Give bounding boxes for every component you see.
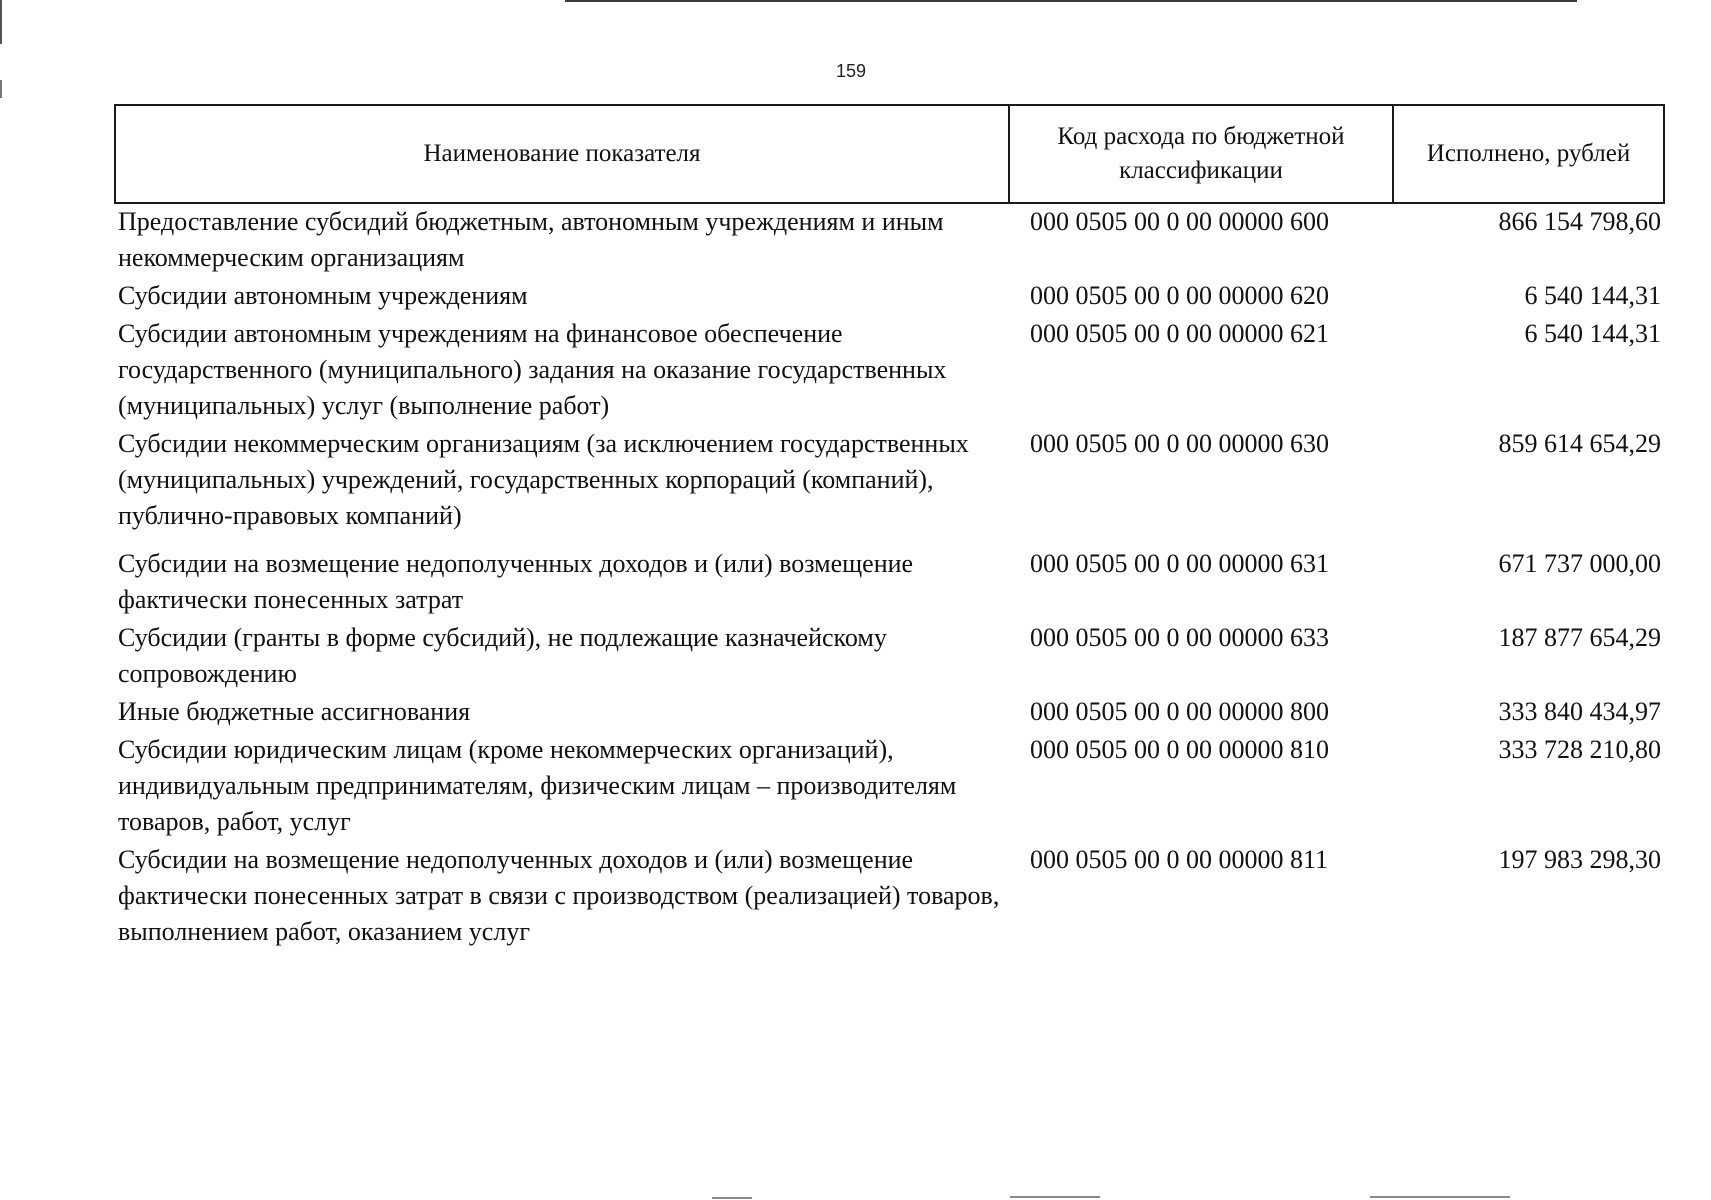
scan-artifact-left-edge-lower: [0, 80, 2, 98]
row-executed-amount: 333 840 434,97: [1498, 697, 1661, 726]
row-budget-code: 000 0505 00 0 00 00000 633: [1030, 623, 1329, 652]
row-budget-code: 000 0505 00 0 00 00000 600: [1030, 207, 1329, 236]
table-row: [114, 694, 1665, 730]
row-indicator-name: Субсидии на возмещение недополученных доходов и (или) возмещение фактически понесенных затрат в связи с производством (реализацией) товаров, выполнением работ, оказанием услуг: [118, 845, 1000, 946]
scan-speck: [1370, 1196, 1510, 1198]
table-row: [114, 426, 1665, 534]
table-row: [114, 620, 1665, 692]
row-executed-amount: 197 983 298,30: [1498, 845, 1661, 874]
table-body: [114, 204, 1665, 952]
table-row: [114, 732, 1665, 840]
row-executed-amount: 866 154 798,60: [1498, 207, 1661, 236]
header-budget-code: Код расхода по бюджетной классификации: [1010, 106, 1394, 202]
row-budget-code: 000 0505 00 0 00 00000 630: [1030, 429, 1329, 458]
table-row: [114, 842, 1665, 950]
row-executed-amount: 6 540 144,31: [1524, 281, 1661, 310]
table-row: [114, 546, 1665, 618]
row-budget-code: 000 0505 00 0 00 00000 810: [1030, 735, 1329, 764]
table-header: [114, 104, 1665, 204]
row-budget-code: 000 0505 00 0 00 00000 800: [1030, 697, 1329, 726]
scan-speck: [1010, 1196, 1100, 1198]
row-budget-code: 000 0505 00 0 00 00000 631: [1030, 549, 1329, 578]
scan-artifact-top-line: [565, 0, 1577, 2]
row-indicator-name: Иные бюджетные ассигнования: [118, 697, 471, 726]
table-row: [114, 278, 1665, 314]
table-row: [114, 316, 1665, 424]
row-indicator-name: Субсидии автономным учреждениям: [118, 281, 528, 310]
header-executed-amount: Исполнено, рублей: [1426, 140, 1631, 167]
row-executed-amount: 333 728 210,80: [1498, 735, 1661, 764]
row-executed-amount: 6 540 144,31: [1524, 319, 1661, 348]
scan-artifact-left-edge: [0, 0, 2, 44]
row-indicator-name: Субсидии юридическим лицам (кроме некоммерческих организаций), индивидуальным предпринимателям, физическим лицам – производителям товаров, работ, услуг: [118, 735, 957, 836]
row-indicator-name: Субсидии (гранты в форме субсидий), не подлежащие казначейскому сопровождению: [118, 623, 887, 688]
row-executed-amount: 671 737 000,00: [1498, 549, 1661, 578]
scan-speck: [712, 1197, 752, 1199]
table-row: [114, 204, 1665, 276]
row-indicator-name: Субсидии на возмещение недополученных доходов и (или) возмещение фактически понесенных затрат: [118, 549, 914, 614]
row-budget-code: 000 0505 00 0 00 00000 621: [1030, 319, 1329, 348]
row-indicator-name: Субсидии некоммерческим организациям (за исключением государственных (муниципальных) учреждений, государственных корпораций (компаний), публично-правовых компаний): [118, 429, 969, 530]
row-indicator-name: Предоставление субсидий бюджетным, автономным учреждениям и иным некоммерческим организациям: [118, 207, 944, 272]
header-indicator-name: Наименование показателя: [116, 106, 1010, 202]
page-number: 159: [836, 61, 867, 81]
row-indicator-name: Субсидии автономным учреждениям на финансовое обеспечение государственного (муниципального) задания на оказание государственных (муниципальных) услуг (выполнение работ): [118, 319, 947, 420]
row-budget-code: 000 0505 00 0 00 00000 620: [1030, 281, 1329, 310]
row-executed-amount: 859 614 654,29: [1498, 429, 1661, 458]
row-budget-code: 000 0505 00 0 00 00000 811: [1030, 845, 1329, 874]
row-executed-amount: 187 877 654,29: [1498, 623, 1661, 652]
